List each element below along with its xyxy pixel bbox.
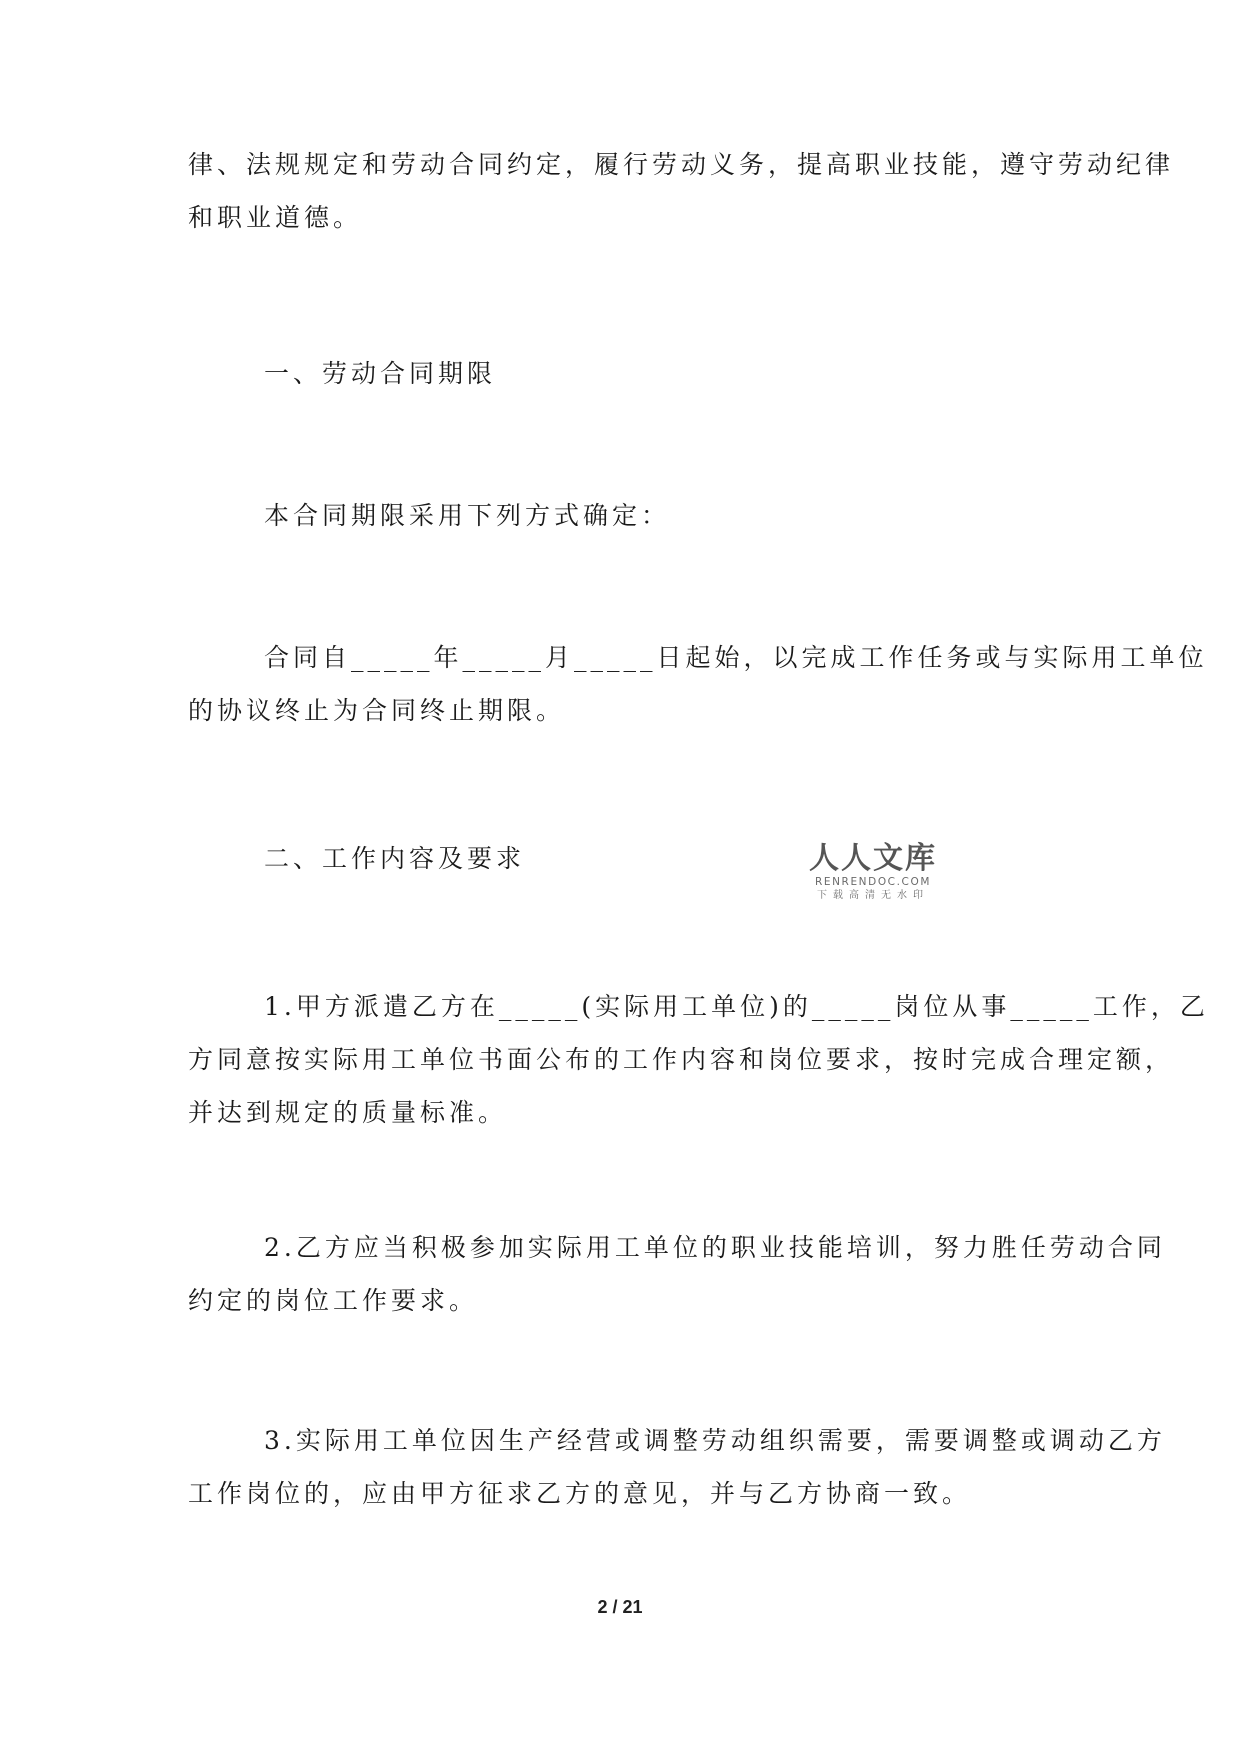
paragraph-contract-dates xyxy=(188,631,1208,737)
paragraph-line: 并达到规定的质量标准。 xyxy=(188,1098,508,1127)
heading-text: 二、工作内容及要求 xyxy=(264,844,526,873)
paragraph-line: 工作岗位的，应由甲方征求乙方的意见，并与乙方协商一致。 xyxy=(188,1479,972,1508)
paragraph-continuation xyxy=(188,138,1175,244)
paragraph-line: 1.甲方派遣乙方在_____(实际用工单位)的_____岗位从事_____工作，乙 xyxy=(264,992,1209,1021)
paragraph-item-2 xyxy=(188,1221,1166,1327)
paragraph-term-method xyxy=(188,489,1058,542)
heading-text: 一、劳动合同期限 xyxy=(264,359,497,388)
renrendoc-watermark xyxy=(808,842,938,903)
paragraph-line: 约定的岗位工作要求。 xyxy=(188,1286,479,1315)
page-number: 2 / 21 xyxy=(597,1597,643,1617)
paragraph-item-3 xyxy=(188,1414,1166,1520)
watermark-domain: RENRENDOC.COM xyxy=(814,876,932,888)
paragraph-line: 的协议终止为合同终止期限。 xyxy=(188,696,566,725)
watermark-subtitle: 下载高清无水印 xyxy=(817,890,929,901)
paragraph-line: 本合同期限采用下列方式确定： xyxy=(264,501,671,530)
paragraph-line: 合同自_____年_____月_____日起始，以完成工作任务或与实际用工单位 xyxy=(264,643,1208,672)
paragraph-line: 2.乙方应当积极参加实际用工单位的职业技能培训，努力胜任劳动合同 xyxy=(264,1233,1166,1262)
paragraph-item-1 xyxy=(188,980,1209,1139)
paragraph-line: 和职业道德。 xyxy=(188,203,363,232)
paragraph-line: 方同意按实际用工单位书面公布的工作内容和岗位要求，按时完成合理定额， xyxy=(188,1045,1175,1074)
section-heading-1 xyxy=(188,347,1058,400)
watermark-logo-text: 人人文库 xyxy=(809,841,937,876)
paragraph-line: 律、法规规定和劳动合同约定，履行劳动义务，提高职业技能，遵守劳动纪律 xyxy=(188,150,1175,179)
paragraph-line: 3.实际用工单位因生产经营或调整劳动组织需要，需要调整或调动乙方 xyxy=(264,1426,1166,1455)
